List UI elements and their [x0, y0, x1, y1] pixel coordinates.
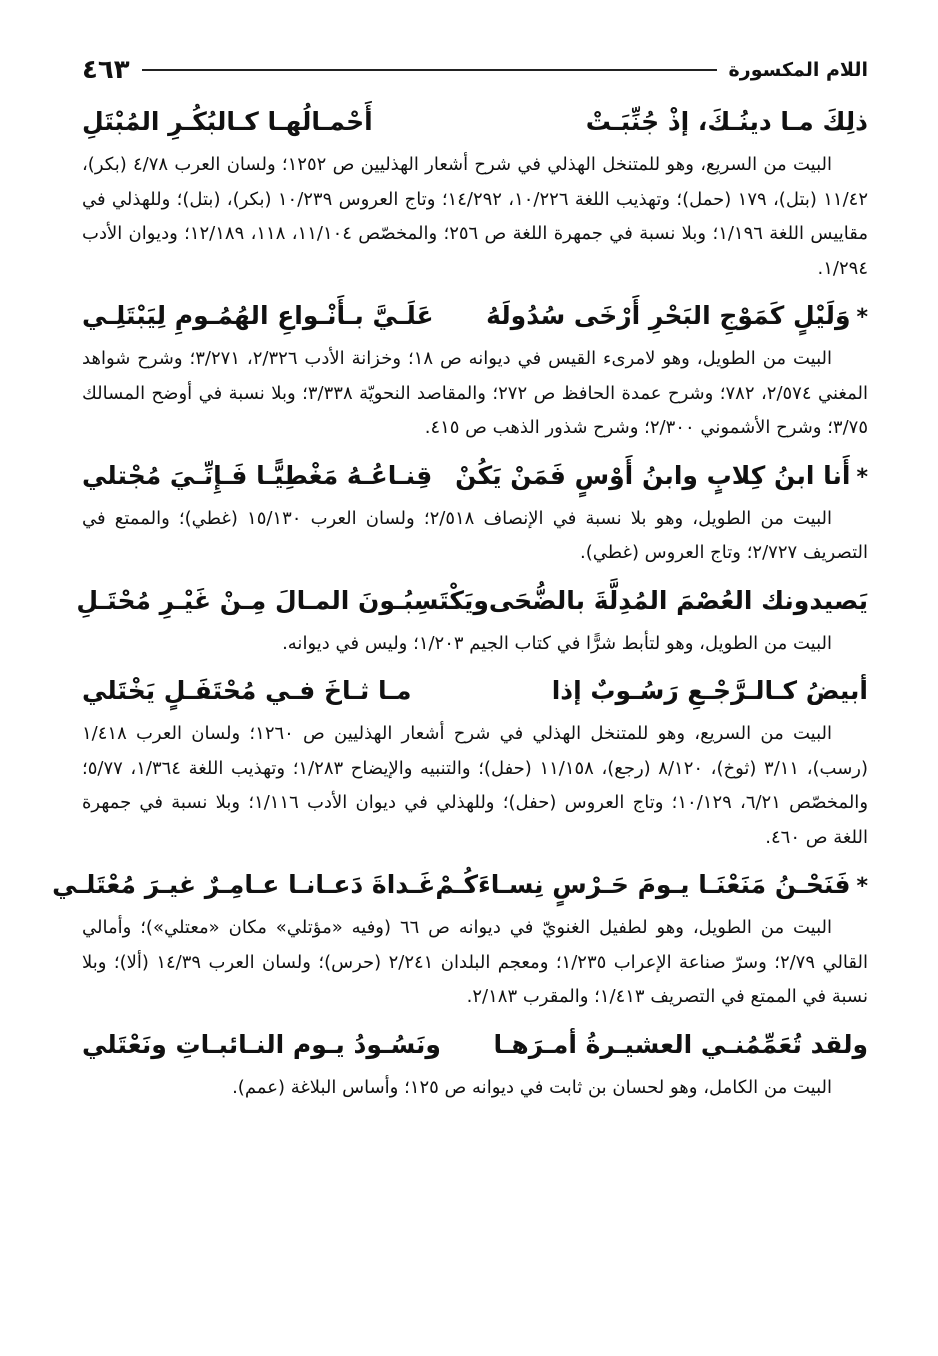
verse-commentary: البيت من الطويل، وهو لامرىء القيس في ديوانه ص ١٨؛ وخزانة الأدب ٢/٣٢٦، ٣/٢٧١؛ وشرح شواهد المغني ٢/٥٧٤، ٧٨٢؛ وشرح عمدة الحافظ ص ٢٧٢؛ والمقاصد النحويّة ٣/٣٣٨؛ وبلا نسبة في أوضح المسالك ٣/٧٥؛ وشرح الأشموني ٢/٣٠٠؛ وشرح شذور الذهب ص ٤١٥.: [82, 348, 868, 438]
page-number: ٤٦٣: [82, 55, 130, 85]
verse-first-hemistich: [486, 290, 868, 344]
star-marker-icon: *: [856, 464, 868, 490]
verse-first-hemistich: [552, 665, 868, 717]
verse-second-hemistich: ونَسُـودُ يـوم النـائبـاتِ ونَعْتَلي: [82, 1029, 441, 1059]
poetry-verse: [82, 450, 868, 502]
verse-entry: [82, 290, 868, 446]
poetry-verse: [82, 1019, 868, 1071]
verse-commentary: البيت من السريع، وهو للمتنخل الهذلي في شرح أشعار الهذليين ص ١٢٦٠؛ ولسان العرب ١/٤١٨ (رسب)، ٣/١١ (ثوخ)، ٨/١٢٠ (رجع)، ١١/١٥٨ (حفل)؛ والتنبيه والإيضاح ١/٢٨٣؛ وتهذيب اللغة ١/٣٦٤، ٥/٧٧؛ والمخصّص ٦/٢١، ١٠/١٢٩؛ وتاج العروس (حفل)؛ وللهذلي في ديوان الأدب ١/١١٦؛ وبلا نسبة في جمهرة اللغة ص ٤٦٠.: [82, 723, 869, 848]
verse-second-hemistich: غَـداةَ دَعـانـا عـامِـرٌ غيـرَ مُعْتَلـي: [52, 870, 436, 899]
header-rule: [142, 69, 717, 71]
verse-entry: [76, 575, 868, 662]
verse-first-hemistich-text: ذلِكَ مـا دينُـكَ، إذْ جُنِّبَـتْ: [585, 107, 868, 136]
verse-entries: [52, 96, 869, 1105]
poetry-verse: [52, 859, 868, 911]
verse-first-hemistich: [455, 450, 868, 504]
page-header: [82, 48, 868, 92]
verse-first-hemistich: [586, 96, 868, 148]
book-page: [52, 48, 869, 1105]
verse-entry: [82, 1019, 868, 1106]
verse-commentary: البيت من الطويل، وهو لطفيل الغنويّ في ديوانه ص ٦٦ (وفيه «مؤتلي» مكان «معتلي»)؛ وأمالي القالي ٢/٧٩؛ وسرّ صناعة الإعراب ١/٢٣٥؛ ومعجم البلدان ٢/٢٤١ (حرس)؛ ولسان العرب ١٤/٣٩ (ألا)؛ وبلا نسبة في الممتع في التصريف ١/٤١٣؛ والمقرب ٢/١٨٣.: [82, 917, 869, 1007]
verse-commentary: البيت من السريع، وهو للمتنخل الهذلي في شرح أشعار الهذليين ص ١٢٥٢؛ ولسان العرب ٤/٧٨ (بكر)، ١١/٤٢ (بتل)، ١٧٩ (حمل)؛ وتهذيب اللغة ١٠/٢٢٦، ١٤/٢٩٢؛ وتاج العروس ١٠/٢٣٩ (بكر)، (بتل)؛ وللهذلي في مقاييس اللغة ١/١٩٦؛ وبلا نسبة في جمهرة اللغة ص ٢٥٦؛ والمخصّص ١١/١٠٤، ١١٨، ١٢/١٨٩؛ وديوان الأدب ١/٢٩٤.: [82, 154, 869, 279]
verse-first-hemistich: [435, 859, 868, 913]
verse-commentary: البيت من الكامل، وهو لحسان بن ثابت في ديوانه ص ١٢٥؛ وأساس البلاغة (عمم).: [232, 1076, 832, 1098]
poetry-verse: [76, 575, 868, 627]
verse-second-hemistich: ويَكْتَسِبُـونَ المـالَ مِـنْ غَيْـرِ مُحْتَـلِ: [76, 585, 489, 615]
verse-first-hemistich-text: وَلَيْلٍ كَمَوْجِ البَحْرِ أَرْخَى سُدُولَهُ: [486, 301, 851, 330]
verse-second-hemistich: مـا ثـاخَ فـي مُحْتَفَـلٍ يَخْتَلي: [82, 676, 412, 705]
verse-second-hemistich: أَحْمـالُهـا كـالبُكُـرِ المُبْتَلِ: [82, 107, 373, 136]
verse-entry: [82, 450, 868, 571]
verse-first-hemistich: [489, 575, 868, 627]
verse-first-hemistich-text: أبيضُ كـالـرَّجْـعِ رَسُـوبٌ إذا: [551, 676, 868, 705]
verse-commentary: البيت من الطويل، وهو لتأبط شرًّا في كتاب الجيم ١/٢٠٣؛ وليس في ديوانه.: [282, 632, 832, 654]
poetry-verse: [82, 290, 868, 342]
verse-commentary: البيت من الطويل، وهو بلا نسبة في الإنصاف ٢/٥١٨؛ ولسان العرب ١٥/١٣٠ (غطي)؛ والممتع في التصريف ٢/٧٢٧؛ وتاج العروس (غطي).: [82, 507, 868, 563]
star-marker-icon: *: [856, 874, 868, 899]
verse-first-hemistich-text: يَصيدونك العُصْمَ المُدِلَّةَ بالضُّحَى: [488, 585, 868, 615]
star-marker-icon: *: [856, 305, 868, 330]
verse-second-hemistich: عَلَـيَّ بـأَنْـواعِ الهُمُـومِ لِيَبْتَلِـي: [82, 301, 434, 330]
verse-first-hemistich-text: فَنَحْـنُ مَنَعْنَـا يـومَ حَـرْسٍ نِسـاءَكُـمْ: [435, 870, 851, 899]
verse-first-hemistich-text: أَنا ابنُ كِلابٍ وابنُ أَوْسٍ فَمَنْ يَكُنْ: [455, 460, 851, 490]
poetry-verse: [82, 96, 868, 148]
running-title: اللام المكسورة: [728, 59, 868, 81]
verse-second-hemistich: قِنـاعُـهُ مَغْطِيًّـا فَـإِنِّـيَ مُجْتلي: [82, 460, 433, 490]
verse-entry: [52, 859, 869, 1015]
verse-first-hemistich-text: ولقد تُعَمِّمُنـي العشيـرةُ أمـرَهـا: [493, 1029, 868, 1059]
verse-first-hemistich: [493, 1019, 868, 1071]
poetry-verse: [82, 665, 868, 717]
verse-entry: [82, 96, 868, 286]
verse-entry: [82, 665, 868, 855]
